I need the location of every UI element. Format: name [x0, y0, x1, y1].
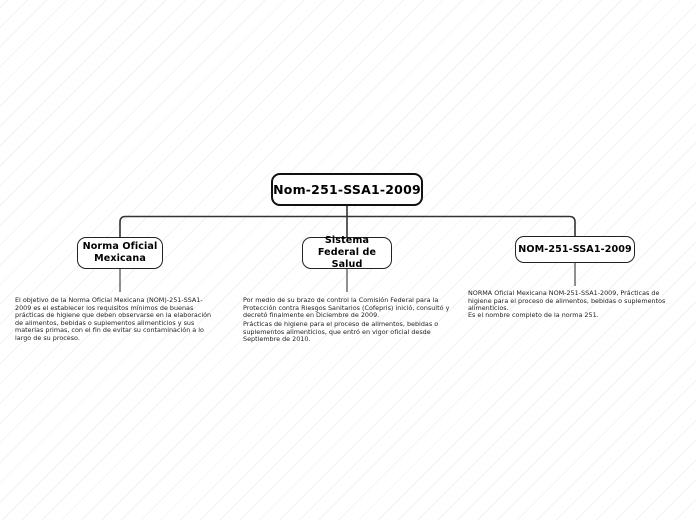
child-node-norma-oficial-mexicana[interactable]: Norma Oficial Mexicana — [77, 237, 163, 269]
connector-bus — [120, 217, 575, 238]
note-sistema-federal-de-salud-2: Prácticas de higiene para el proceso de alimentos, bebidas o suplementos alimenticios, que entró en vigor oficial desde Septiembre de 2010. — [243, 320, 441, 344]
note-norma-oficial-mexicana: El objetivo de la Norma Oficial Mexicana (NOM)-251-SSA1-2009 es el establecer los requisitos mínimos de buenas prácticas de higiene que deben observarse en la elaboración de alimentos, bebidas o suplementos alimenticios y sus materias primas, con el fin de evitar su contaminación a lo largo de su proceso. — [15, 296, 214, 342]
root-node[interactable]: Nom-251-SSA1-2009 — [271, 173, 423, 206]
child-node-sistema-federal-de-salud[interactable]: Sistema Federal de Salud — [302, 237, 392, 269]
note-sistema-federal-de-salud-1: Por medio de su brazo de control la Comisión Federal para la Protección contra Riesgos Sanitarios (Cofepris) inició, consultó y decretó finalmente en Diciembre de 2009. — [243, 296, 452, 320]
child-node-nom-251-ssa1-2009[interactable]: NOM-251-SSA1-2009 — [515, 236, 635, 263]
note-nom-251-ssa1-2009-1: NORMA Oficial Mexicana NOM-251-SSA1-2009, Prácticas de higiene para el proceso de alimentos, bebidas o suplementos alimenticios. — [468, 289, 668, 313]
note-nom-251-ssa1-2009-2: Es el nombre completo de la norma 251. — [468, 311, 599, 319]
